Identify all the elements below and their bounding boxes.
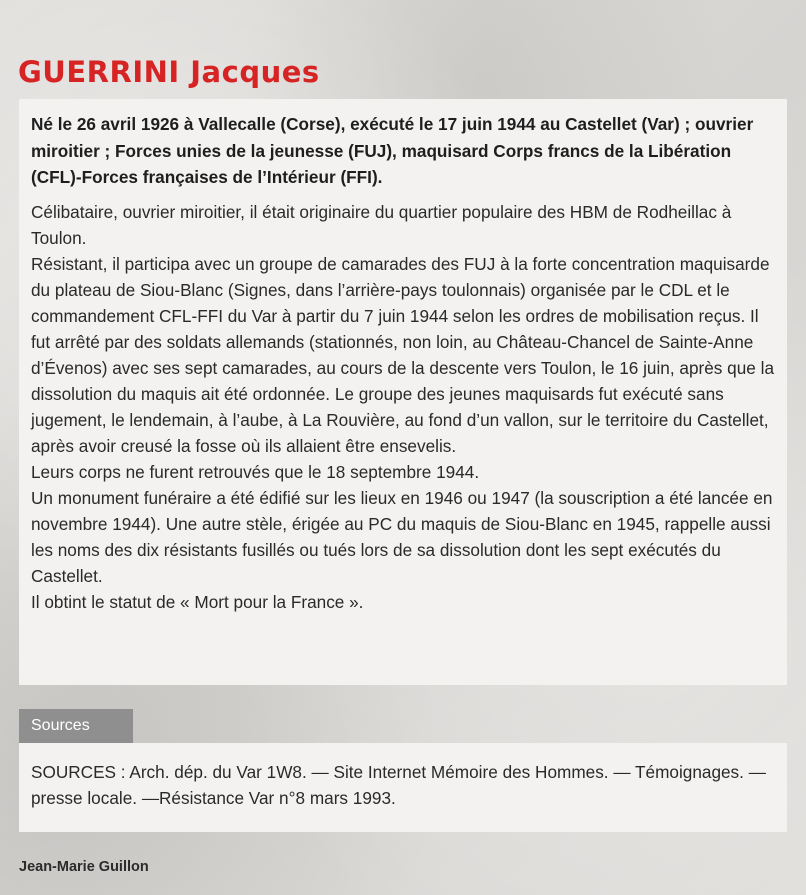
biography-paragraph: Résistant, il participa avec un groupe de camarades des FUJ à la forte concentration maquisarde du plateau de Siou-Blanc (Signes, dans l’arrière-pays toulonnais) organisée par le CDL et le commandement CFL-FFI du Var à partir du 7 juin 1944 selon les ordres de mobilisation reçus. Il fut arrêté par des soldats allemands (stationnés, non loin, au Château-Chancel de Sainte-Anne d’Évenos) avec ses sept camarades, au cours de la descente vers Toulon, le 16 juin, après que la dissolution du maquis ait été ordonnée. Le groupe des jeunes maquisards fut exécuté sans jugement, le lendemain, à l’aube, à La Rouvière, au fond d’un vallon, sur le territoire du Castellet, après avoir creusé la fosse où ils allaient être ensevelis. bbox=[31, 253, 774, 456]
author-name: Jean-Marie Guillon bbox=[19, 859, 149, 875]
sources-panel bbox=[19, 743, 787, 832]
page-title: GUERRINI Jacques bbox=[18, 55, 320, 89]
biography-paragraph: Il obtint le statut de « Mort pour la France ». bbox=[31, 591, 364, 612]
sources-tab: Sources bbox=[19, 709, 133, 743]
biography-text bbox=[31, 199, 775, 615]
biography-paragraph: Un monument funéraire a été édifié sur les lieux en 1946 ou 1947 (la souscription a été lancée en novembre 1944). Une autre stèle, érigée au PC du maquis de Siou-Blanc en 1945, rappelle aussi les noms des dix résistants fusillés ou tués lors de sa dissolution dont les sept exécutés du Castellet. bbox=[31, 487, 773, 586]
sources-text: SOURCES : Arch. dép. du Var 1W8. — Site Internet Mémoire des Hommes. — Témoignages. — presse locale. —Résistance Var n°8 mars 1993. bbox=[31, 762, 766, 808]
biography-summary: Né le 26 avril 1926 à Vallecalle (Corse), exécuté le 17 juin 1944 au Castellet (Var) ; ouvrier miroitier ; Forces unies de la jeunesse (FUJ), maquisard Corps francs de la Libération (CFL)-Forces françaises de l’Intérieur (FFI). bbox=[31, 114, 754, 187]
biography-paragraph: Célibataire, ouvrier miroitier, il était originaire du quartier populaire des HBM de Rodheillac à Toulon. bbox=[31, 201, 732, 248]
biography-panel bbox=[19, 99, 787, 685]
biography-paragraph: Leurs corps ne furent retrouvés que le 18 septembre 1944. bbox=[31, 461, 480, 482]
